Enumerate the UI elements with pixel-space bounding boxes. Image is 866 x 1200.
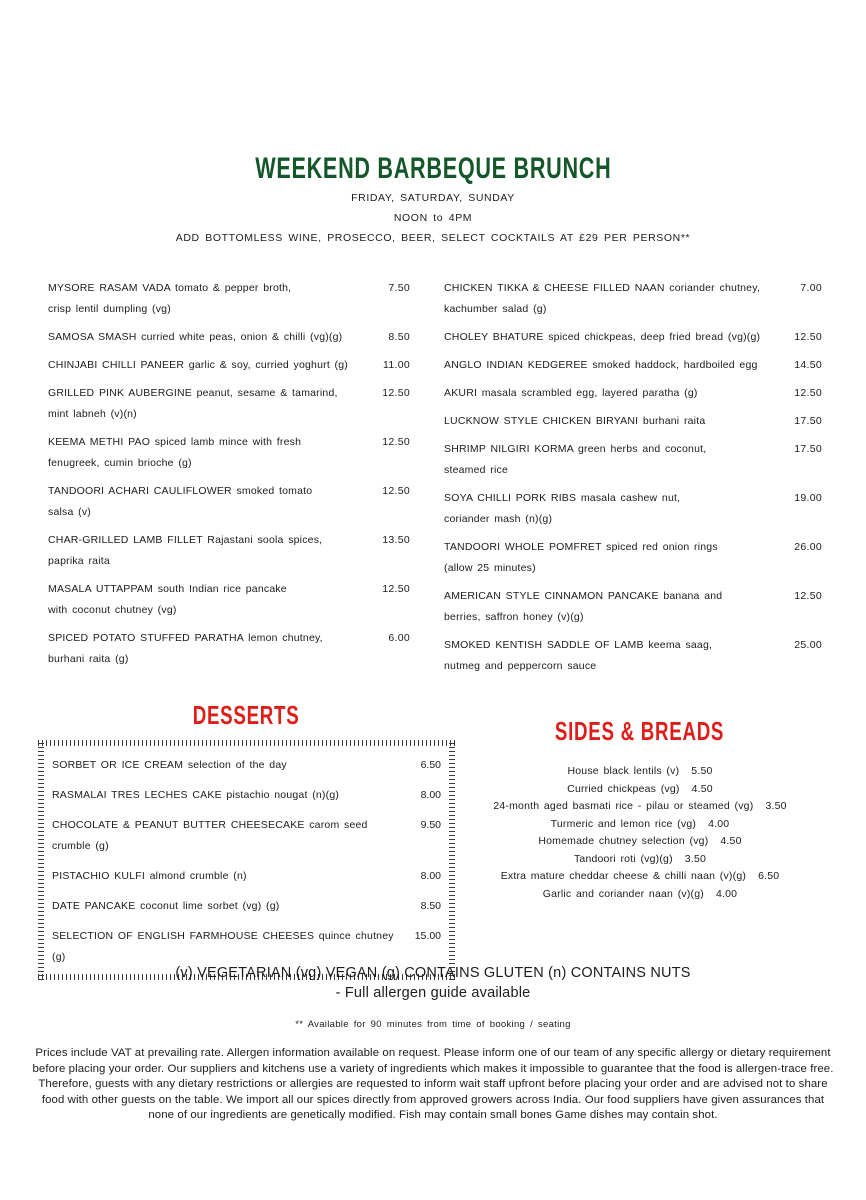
- menu-item-desc: tomato & pepper broth,: [174, 282, 292, 294]
- menu-item-name: MASALA UTTAPPAM: [48, 583, 154, 595]
- allergen-legend-line1: (v) VEGETARIAN (vg) VEGAN (g) CONTAINS GLUTEN (n) CONTAINS NUTS: [175, 965, 691, 981]
- menu-item: [48, 278, 410, 320]
- menu-item-name: CHAR-GRILLED LAMB FILLET: [48, 534, 203, 546]
- menu-item-desc2: crisp lentil dumpling (vg): [48, 303, 171, 315]
- menu-item-line1: [444, 278, 822, 299]
- menu-item-text: [444, 439, 794, 460]
- menu-item-price: 17.50: [794, 415, 822, 427]
- menu-item: [444, 537, 822, 579]
- side-item: [440, 781, 840, 799]
- menu-item-desc: Rajastani soola spices,: [207, 534, 323, 546]
- menu-item-line1: [48, 327, 410, 348]
- mains-left-column: [48, 278, 410, 677]
- menu-item: [444, 355, 822, 376]
- menu-item: [48, 530, 410, 572]
- menu-item-name: AMERICAN STYLE CINNAMON PANCAKE: [444, 590, 659, 602]
- menu-item: [444, 278, 822, 320]
- menu-item: [444, 586, 822, 628]
- booking-footnote: ** Available for 90 minutes from time of booking / seating: [295, 1019, 571, 1030]
- dessert-item: [52, 785, 441, 806]
- menu-item-price: 12.50: [382, 436, 410, 448]
- menu-item-name: AKURI: [444, 387, 478, 399]
- menu-item-text: [48, 530, 382, 551]
- menu-item-text: [48, 327, 388, 348]
- dessert-item-price: 6.50: [420, 759, 441, 771]
- menu-item-name: CHINJABI CHILLI PANEER: [48, 359, 185, 371]
- desserts-title: DESSERTS: [193, 700, 300, 730]
- side-item-text: Extra mature cheddar cheese & chilli naan (v)(g): [500, 870, 747, 882]
- menu-item-line1: [48, 530, 410, 551]
- side-item-price: 3.50: [684, 852, 707, 865]
- side-item: [440, 816, 840, 834]
- dessert-item-price: 8.00: [420, 870, 441, 882]
- side-item-price: 5.50: [691, 765, 713, 777]
- side-item-price: 4.50: [720, 835, 742, 847]
- menu-item-line1: [444, 488, 822, 509]
- menu-item-line1: [48, 628, 410, 649]
- allergen-legend-line2: - Full allergen guide available: [335, 985, 531, 1001]
- menu-item-desc: peanut, sesame & tamarind,: [196, 387, 338, 399]
- menu-item-price: 13.50: [382, 534, 410, 546]
- menu-item-desc2: (allow 25 minutes): [444, 562, 536, 574]
- menu-item: [48, 481, 410, 523]
- dessert-item-text: [52, 815, 421, 857]
- menu-item-text: [444, 327, 794, 348]
- dessert-item-price: 8.50: [420, 900, 441, 912]
- menu-item-line1: [48, 278, 410, 299]
- menu-item-desc2: burhani raita (g): [48, 653, 129, 665]
- menu-item: [444, 383, 822, 404]
- side-item: [440, 763, 840, 781]
- dessert-item: [52, 896, 441, 917]
- menu-item-name: KEEMA METHI PAO: [48, 436, 151, 448]
- menu-item-desc: green herbs and coconut,: [577, 443, 707, 455]
- menu-item-desc2: paprika raita: [48, 555, 110, 567]
- sides-list: [440, 763, 840, 903]
- menu-item-name: ANGLO INDIAN KEDGEREE: [444, 359, 588, 371]
- menu-item-text: [48, 579, 382, 600]
- side-item-text: Homemade chutney selection (vg): [538, 835, 709, 847]
- dessert-item-text: [52, 926, 415, 968]
- menu-item-name: SHRIMP NILGIRI KORMA: [444, 443, 574, 455]
- menu-item-desc: banana and: [663, 590, 723, 602]
- menu-item-desc: lemon chutney,: [248, 632, 323, 644]
- dessert-item-name: SELECTION OF ENGLISH FARMHOUSE CHEESES: [52, 930, 315, 942]
- dessert-item-price: 9.50: [420, 819, 441, 831]
- dessert-item: [52, 755, 441, 776]
- dessert-item-desc: carom seed crumble (g): [52, 819, 368, 852]
- side-item-text: Curried chickpeas (vg): [567, 782, 680, 795]
- dessert-item-name: CHOCOLATE & PEANUT BUTTER CHEESECAKE: [52, 819, 305, 831]
- menu-item-text: [48, 383, 382, 404]
- menu-item-name: LUCKNOW STYLE CHICKEN BIRYANI: [444, 415, 639, 427]
- menu-item-line1: [444, 355, 822, 376]
- menu-item-price: 19.00: [794, 492, 822, 504]
- menu-item-desc: smoked haddock, hardboiled egg: [592, 359, 758, 371]
- menu-item-price: 12.50: [794, 331, 822, 343]
- sides-title: SIDES & BREADS: [555, 716, 725, 746]
- menu-item-text: [444, 355, 794, 376]
- dessert-item-price: 8.00: [420, 789, 441, 801]
- menu-item-name: SMOKED KENTISH SADDLE OF LAMB: [444, 639, 644, 651]
- menu-item: [444, 488, 822, 530]
- dessert-item-name: PISTACHIO KULFI: [52, 870, 145, 882]
- side-item: [440, 851, 840, 869]
- side-item-text: Tandoori roti (vg)(g): [573, 852, 673, 865]
- menu-item-desc2: mint labneh (v)(n): [48, 408, 137, 420]
- menu-item-name: SOYA CHILLI PORK RIBS: [444, 492, 577, 504]
- menu-item-line1: [48, 579, 410, 600]
- side-item-text: 24-month aged basmati rice - pilau or steamed (vg): [493, 800, 754, 812]
- dessert-item-name: DATE PANCAKE: [52, 900, 136, 912]
- menu-item-text: [444, 635, 794, 656]
- menu-item-price: 7.50: [388, 282, 410, 294]
- menu-item-line1: [48, 481, 410, 502]
- dessert-item-text: [52, 866, 421, 887]
- menu-item-desc2: berries, saffron honey (v)(g): [444, 611, 584, 623]
- menu-item-text: [444, 537, 794, 558]
- menu-item-text: [48, 628, 388, 649]
- menu-item-price: 12.50: [382, 485, 410, 497]
- menu-item-desc2: nutmeg and peppercorn sauce: [444, 660, 597, 672]
- side-item: [440, 868, 840, 886]
- menu-item-line1: [444, 327, 822, 348]
- menu-item-name: TANDOORI WHOLE POMFRET: [444, 541, 602, 553]
- menu-item-price: 14.50: [794, 359, 822, 371]
- dessert-item-price: 15.00: [414, 930, 441, 942]
- menu-days: FRIDAY, SATURDAY, SUNDAY: [351, 192, 515, 204]
- menu-item-text: [48, 355, 383, 376]
- menu-item-price: 25.00: [794, 639, 822, 651]
- menu-item-desc: masala cashew nut,: [580, 492, 681, 504]
- dessert-item: [52, 866, 441, 887]
- bottomless-promo: ADD BOTTOMLESS WINE, PROSECCO, BEER, SELECT COCKTAILS AT £29 PER PERSON**: [175, 232, 691, 244]
- menu-item-name: SAMOSA SMASH: [48, 331, 137, 343]
- desserts-box: [38, 740, 455, 980]
- side-item-text: Turmeric and lemon rice (vg): [550, 817, 697, 830]
- menu-item: [48, 327, 410, 348]
- menu-item-line1: [48, 383, 410, 404]
- menu-item-line1: [444, 537, 822, 558]
- dessert-item-desc: pistachio nougat (n)(g): [226, 789, 340, 801]
- dessert-item-name: SORBET OR ICE CREAM: [52, 759, 184, 771]
- menu-item-name: SPICED POTATO STUFFED PARATHA: [48, 632, 244, 644]
- side-item-price: 4.00: [708, 817, 730, 830]
- menu-item-text: [48, 278, 388, 299]
- menu-item-price: 12.50: [794, 590, 822, 602]
- menu-item-name: CHICKEN TIKKA & CHEESE FILLED NAAN: [444, 282, 665, 294]
- menu-item-text: [444, 586, 794, 607]
- menu-title: WEEKEND BARBEQUE BRUNCH: [254, 152, 612, 185]
- menu-item-desc: smoked tomato: [236, 485, 313, 497]
- menu-item-line1: [444, 383, 822, 404]
- side-item: [440, 833, 840, 851]
- dessert-item-text: [52, 896, 421, 917]
- menu-item-price: 8.50: [388, 331, 410, 343]
- menu-item: [48, 355, 410, 376]
- menu-item-desc2: steamed rice: [444, 464, 509, 476]
- menu-item-price: 12.50: [382, 387, 410, 399]
- menu-item-desc: keema saag,: [648, 639, 713, 651]
- side-item-text: Garlic and coriander naan (v)(g): [542, 887, 704, 900]
- menu-item-price: 11.00: [383, 359, 410, 371]
- menu-item-line1: [48, 355, 410, 376]
- allergen-legend: [0, 963, 866, 1003]
- menu-item-price: 12.50: [794, 387, 822, 399]
- menu-item-desc: curried white peas, onion & chilli (vg)(g): [141, 331, 343, 343]
- menu-item-desc2: with coconut chutney (vg): [48, 604, 177, 616]
- menu-item: [444, 327, 822, 348]
- menu-item-text: [444, 383, 794, 404]
- menu-item-desc2: kachumber salad (g): [444, 303, 547, 315]
- menu-item: [48, 579, 410, 621]
- menu-item-price: 12.50: [382, 583, 410, 595]
- menu-item-text: [48, 481, 382, 502]
- dessert-item: [52, 926, 441, 968]
- side-item-price: 4.50: [691, 782, 713, 795]
- menu-item: [48, 628, 410, 670]
- fine-print: Prices include VAT at prevailing rate. Allergen information available on request. Please inform one of our team of any specific allergy or dietary requirement before placing your order. Our suppliers and kitchens use a variety of ingredients which makes it impossible to guarantee that the food is allergen-trace free. Therefore, guests with any dietary restrictions or allergies are requested to inform wait staff upfront before placing your order and are advised not to share food with other guests on the table. We import all our spices directly from approved growers across India. Our food suppliers have given assurances that none of our ingredients are genetically modified. Fish may contain small bones Game dishes may contain shot.: [32, 1047, 834, 1122]
- menu-item-desc: spiced chickpeas, deep fried bread (vg)(g): [548, 331, 761, 343]
- menu-item-name: GRILLED PINK AUBERGINE: [48, 387, 192, 399]
- menu-hours: NOON to 4PM: [393, 212, 473, 224]
- dessert-item-name: RASMALAI TRES LECHES CAKE: [52, 789, 222, 801]
- menu-item-line1: [444, 411, 822, 432]
- menu-item-name: MYSORE RASAM VADA: [48, 282, 171, 294]
- menu-item-name: CHOLEY BHATURE: [444, 331, 544, 343]
- menu-item-desc2: fenugreek, cumin brioche (g): [48, 457, 192, 469]
- dessert-item-desc: selection of the day: [187, 759, 287, 771]
- menu-item-name: TANDOORI ACHARI CAULIFLOWER: [48, 485, 232, 497]
- side-item-price: 3.50: [765, 800, 787, 812]
- side-item: [440, 798, 840, 816]
- menu-item-text: [444, 488, 794, 509]
- menu-item-desc: masala scrambled egg, layered paratha (g): [481, 387, 698, 399]
- menu-item-line1: [444, 635, 822, 656]
- menu-header: [0, 152, 866, 244]
- side-item-price: 4.00: [715, 887, 738, 900]
- dessert-item-desc: almond crumble (n): [149, 870, 247, 882]
- menu-item: [444, 635, 822, 677]
- menu-item-text: [444, 278, 800, 299]
- side-item: [440, 886, 840, 904]
- menu-item-price: 6.00: [388, 632, 410, 644]
- menu-item-desc: burhani raita: [642, 415, 706, 427]
- menu-item-line1: [444, 439, 822, 460]
- menu-item-price: 26.00: [794, 541, 822, 553]
- mains-right-column: [444, 278, 822, 684]
- menu-item: [444, 439, 822, 481]
- side-item-price: 6.50: [758, 870, 780, 882]
- dessert-item-desc: coconut lime sorbet (vg) (g): [140, 900, 280, 912]
- menu-item-desc: coriander chutney,: [669, 282, 761, 294]
- menu-item-text: [48, 432, 382, 453]
- menu-item: [48, 432, 410, 474]
- menu-item-desc: spiced red onion rings: [606, 541, 718, 553]
- dessert-item-text: [52, 755, 421, 776]
- dessert-item-text: [52, 785, 421, 806]
- menu-item-desc: spiced lamb mince with fresh: [154, 436, 302, 448]
- side-item-text: House black lentils (v): [567, 765, 680, 777]
- menu-item-line1: [48, 432, 410, 453]
- menu-item-price: 7.00: [800, 282, 822, 294]
- menu-item-price: 17.50: [794, 443, 822, 455]
- menu-item: [48, 383, 410, 425]
- menu-item-desc: south Indian rice pancake: [157, 583, 287, 595]
- menu-item-desc: garlic & soy, curried yoghurt (g): [188, 359, 348, 371]
- dessert-item: [52, 815, 441, 857]
- menu-item-line1: [444, 586, 822, 607]
- menu-item: [444, 411, 822, 432]
- menu-item-desc2: salsa (v): [48, 506, 91, 518]
- dessert-item-desc: quince chutney (g): [52, 930, 394, 963]
- menu-item-desc2: coriander mash (n)(g): [444, 513, 553, 525]
- menu-item-text: [444, 411, 794, 432]
